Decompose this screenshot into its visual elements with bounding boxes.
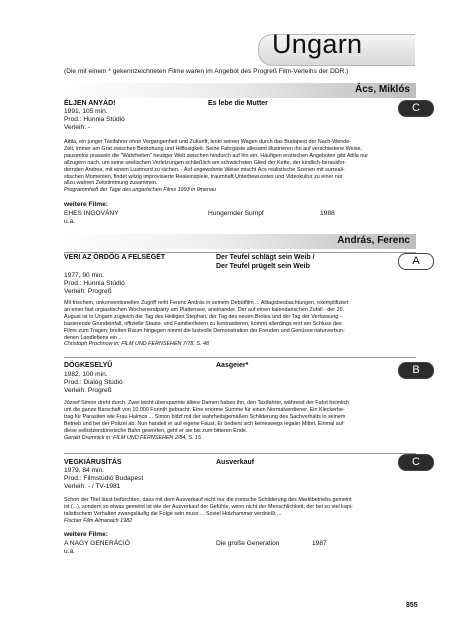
film-meta <box>64 467 143 491</box>
further-film-year: 1988 <box>320 210 335 217</box>
further-film-german: Die große Generation <box>216 540 280 547</box>
description-line: Attila, ein junger Taxifahrer ohne Vergangenheit und Zukunft, lenkt seinen Wagen durch das Budapest der Nach-Wende- <box>64 139 351 145</box>
description-line: dernden Andrea, mit einem Lustmord zu rächen. - Auf ungewohnte Weise mischt Ács realistische Szenen mit surreali- <box>64 166 345 173</box>
rating-badge: C <box>398 100 434 117</box>
description-line: August ist in Ungarn zugleich der Tag des Heiligen Stephan, der Tag des neuen Brotes und der Tag der Verfassung - <box>64 313 342 320</box>
further-films-heading: weitere Filme: <box>64 201 108 208</box>
description-line: diese selbstzerstörerische Bahn geworfen, geht er sie bis zum bitteren Ende. <box>64 427 248 434</box>
description-source: Fischer Film Almanach 1982 <box>64 517 133 524</box>
film-description <box>64 497 416 525</box>
country-title: Ungarn <box>272 29 363 59</box>
film-year-runtime: 1979, 84 min. <box>64 467 104 474</box>
description-line: trag für Parasiten wie Frau Halmos ... Simon blitzt mit der wahrheitsgemäßen Schilderung des Sachverhalts in seinem <box>64 413 346 420</box>
description-line: um die ganze Barschaft von 10.000 Forinth gebracht. Eine enorme Summe für einen Normalverdiener. Ein Kleckerbe- <box>64 406 345 413</box>
film-meta <box>64 371 123 395</box>
description-line: József Simon dreht durch. Zwei leicht überspannte ältere Damen haben ihn, den Taxifahrer, während der Fahrt heimlich <box>64 400 350 406</box>
film-distribution: Verleih: - <box>64 124 91 131</box>
rating-badge: B <box>398 362 434 379</box>
divider <box>64 357 416 358</box>
intro-note: (Die mit einem * gekennzeichneten Filme waren im Angebot des Progreß Film-Verleihs der DDR.) <box>64 68 349 75</box>
film-description <box>64 139 416 194</box>
description-line: Zeit, immer am Grat zwischen Bedrohung und Hilflosigkeit. Seine Fahrgäste allesamt illustrieren ihn auf verschiedene Weise, <box>64 145 363 152</box>
film-distribution: Verleih: Progreß <box>64 387 112 394</box>
divider <box>64 453 416 454</box>
director-bar <box>64 234 416 249</box>
description-line: Films zum Tragen; breiten Raum hingegen nimmt die lustvolle Demonstration der Freuden und Genüsse naturverbun- <box>64 327 345 334</box>
description-line: basierende Grundeinfall, offizielle Staats- und Familienfeiern zu kontrastieren, kommt allerdings erst am Schluss des <box>64 320 342 327</box>
further-films-heading: weitere Filme: <box>64 531 108 538</box>
film-original-title: VEGKIÁRUSÍTÁS <box>64 459 122 466</box>
description-line: stischen Momenten, findet witzig improvisierte Realeinspiele, traumhaft Unterbewusstes und Videokultur zu einer nur <box>64 173 343 180</box>
film-meta <box>64 108 125 132</box>
film-year-runtime: 1977, 90 min. <box>64 272 104 279</box>
further-films-etc: u.a. <box>64 218 75 225</box>
further-film-year: 1987 <box>312 540 327 547</box>
director-name: Ács, Miklós <box>354 84 410 95</box>
film-year-runtime: 1982, 100 min. <box>64 371 108 378</box>
film-description <box>64 400 416 441</box>
film-german-title: Ausverkauf <box>216 459 255 466</box>
director-name: András, Ferenc <box>337 235 410 246</box>
film-original-title: VERI AZ ÖRDÖG A FELSÉGÉT <box>64 254 166 261</box>
film-distribution: Verleih: - / TV-1981 <box>64 483 121 490</box>
description-line: Schon der Titel lässt befürchten, dass mit dem Ausverkauf nicht nur die ironische Schilderung des Marktbetriebs gemeint <box>64 497 352 503</box>
further-film-german: Hungernder Sumpf <box>208 210 264 217</box>
rating-badge: A <box>398 253 434 270</box>
description-line: Mit frischem, unkonventionellen Zugriff reiht Ferenc András in seinem Debütfilm ... Alltagsbeobachtungen, exemplifiziert <box>64 300 349 306</box>
film-german-title: Es lebe die Mutter <box>208 100 268 107</box>
description-source: Gerald Drumnick in: FILM UND FERNSEHEN 2/84, S. 15 <box>64 434 201 441</box>
description-line: denen Landlebens ein ... <box>64 334 124 341</box>
description-line: an einer fast orgiastischen Wochenendparty am Plattensee, aneinander. Der auf einen kalendarischen Zufall - der 20. <box>64 306 345 313</box>
film-description <box>64 300 416 348</box>
film-original-title: ÉLJEN ANYÁD! <box>64 100 116 107</box>
divider <box>64 252 416 253</box>
film-production: Prod.: Filmstúdió Budapest <box>64 475 144 482</box>
description-line: Betrieb und bei der Polizei ab. Nun handelt er auf eigene Faust. Er bedient sich keineswegs legaler Mittel. Einmal auf <box>64 420 344 427</box>
description-line: allzugern nach, um seine seelischen Verletzungen schließlich am schwächsten Glied der Kette, der kindlich-herausfor- <box>64 159 347 166</box>
further-films-etc: u.a. <box>64 548 75 555</box>
further-film-title: EHES INGOVÁNY <box>64 210 119 217</box>
description-line: pausenlos prasseln die "Wahrheiten" heutiger Welt zwischen hindurch auf ihn ein. Häufigen erotischen Angeboten gibt Attila nur <box>64 152 369 159</box>
film-production: Prod.: Hunnia Stúdió <box>64 116 125 123</box>
film-meta <box>64 272 125 296</box>
film-original-title: DÖGKESELYŰ <box>64 362 113 369</box>
film-distribution: Verleih: Progreß <box>64 288 112 295</box>
film-year-runtime: 1991, 105 min. <box>64 108 108 115</box>
description-source: Programmheft der Tage des ungarischen Films 1993 in Ilmenau <box>64 187 217 194</box>
page-number: 855 <box>406 602 418 609</box>
description-source: Christoph Prochnow in: FILM UND FERNSEHEN 7/78, S. 48 <box>64 341 209 348</box>
rating-badge: C <box>398 454 434 471</box>
film-german-title: Der Teufel schlägt sein Weib / <box>216 254 315 261</box>
film-production: Prod.: Dialóg Stúdió <box>64 379 123 386</box>
description-line: talistischem Verhalten zwangsläufig die Folge sein muss ... Soviel Holzhammer verdrießt ... <box>64 510 282 517</box>
description-line: ist (...), sondern so etwas gemeint ist wie der Ausverkauf der Gefühle, wenn nicht der Menschlichkeit, der bei so viel kapi- <box>64 503 353 510</box>
film-production: Prod.: Hunnia Stúdió <box>64 280 125 287</box>
film-german-title: Aasgeier* <box>216 362 249 369</box>
director-bar <box>64 83 416 98</box>
further-film-title: A NAGY GENERÁCIÓ <box>64 540 130 547</box>
description-line: allzu wahren Zeitstimmung zusammen. <box>64 180 158 187</box>
film-german-title-alt: Der Teufel prügelt sein Weib <box>216 263 310 270</box>
